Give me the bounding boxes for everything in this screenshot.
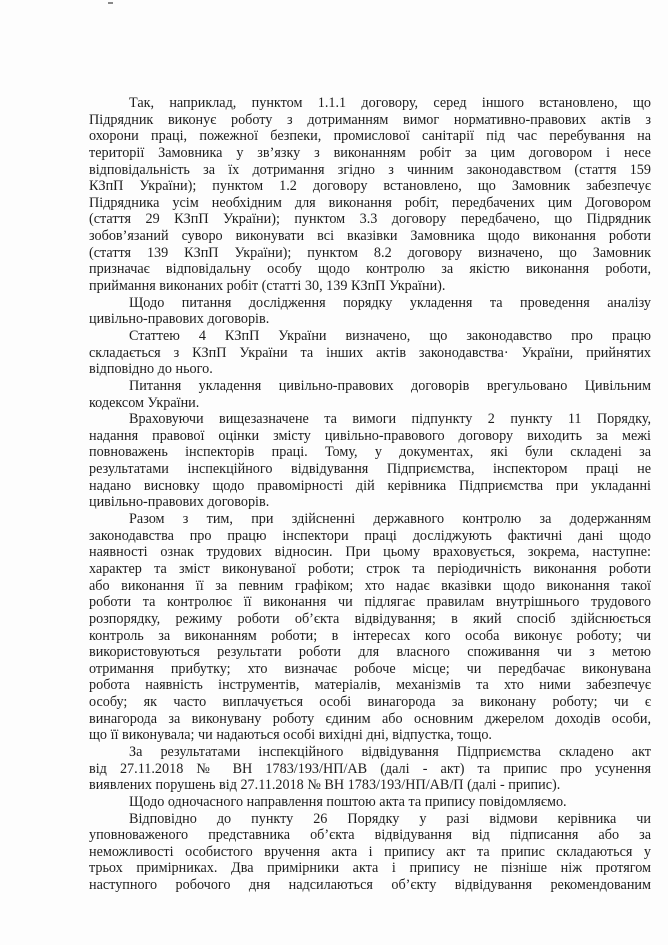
text-line: робота наявність інструментів, матеріалів, механізмів та хто ними забезпечує [89,677,651,694]
text-line: особу; як часто виплачується особі винагорода за виконану роботу; чи є [89,694,651,711]
text-line: відповідальність за їх дотримання згідно з чинним законодавством (стаття 159 [89,161,651,178]
text-line: Щодо питання дослідження порядку укладення та проведення аналізу [129,294,651,311]
text-line: трьох примірниках. Два примірники акта і припису не пізніше ніж протягом [89,860,651,877]
text-line: Підрядника усім необхідним для виконання робіт, передбачених цим Договором [89,194,651,211]
text-line: що її виконувала; чи надаються особі вихідні дні, відпустка, тощо. [89,727,492,744]
text-line: наступного робочого дня надсилаються об’єкту відвідування рекомендованим [89,877,651,894]
text-line: КЗпП України); пунктом 1.2 договору встановлено, що Замовник забезпечує [89,178,651,195]
paragraph [89,95,651,295]
text-line: використовуються результати роботи для власного споживання чи з метою [89,644,651,661]
text-line: приймання виконаних робіт (статті 30, 139 КЗпП України). [89,278,446,295]
text-line: Разом з тим, при здійсненні державного контролю за додержанням [129,511,651,528]
text-line: території Замовника у зв’язку з виконанням робіт за цим договором і несе [89,144,651,161]
paragraph [89,511,651,744]
text-line: або виконання її за певним графіком; хто надає вказівки щодо виконання такої [89,577,651,594]
text-line: Питання укладення цивільно-правових договорів врегульовано Цивільним [129,377,651,394]
text-line: винагорода за виконувану роботу єдиним або основним джерелом доходів особи, [89,710,651,727]
text-line: наявності ознак трудових відносин. При цьому враховується, зокрема, наступне: [89,544,651,561]
text-line: отримання прибутку; хто визначає робоче місце; чи передбачає виконувана [89,660,651,677]
paragraph [89,744,651,794]
scan-mark [108,2,113,4]
text-line: розпорядку, режиму роботи об’єкта відвідування; в який спосіб здійснюється [89,610,651,627]
text-line: (стаття 139 КЗпП України); пунктом 8.2 договору визначено, що Замовник [89,244,651,261]
text-line: охорони праці, пожежної безпеки, промислової санітарії під час перебування на [89,128,651,145]
text-line: цивільно-правових договорів. [89,311,270,328]
text-line: контроль за виконанням роботи; в інтересах кого особа виконує роботу; чи [89,627,651,644]
text-line: Статтею 4 КЗпП України визначено, що законодавство про працю [129,327,651,344]
text-line: роботи та контролює її виконання чи підлягає правилам внутрішнього трудового [89,594,651,611]
text-line: відповідно до нього. [89,361,213,378]
paragraph [89,328,651,378]
text-line: Підрядник виконує роботу з дотриманням вимог нормативно-правових актів з [89,111,651,128]
text-line: Враховуючи вищезазначене та вимоги підпункту 2 пункту 11 Порядку, [129,411,651,428]
text-line: (стаття 29 КЗпП України); пунктом 3.3 договору передбачено, що Підрядник [89,211,651,228]
text-line: від 27.11.2018 № ВН 1783/193/НП/АВ (далі - акт) та припис про усунення [89,760,651,777]
text-line: цивільно-правових договорів. [89,494,270,511]
text-line: характер та зміст виконуваної роботи; строк та періодичність виконання роботи [89,560,651,577]
text-line: Так, наприклад, пунктом 1.1.1 договору, серед іншого встановлено, що [129,95,651,111]
paragraph [89,295,651,328]
text-line: уповноваженого представника об’єкта відвідування від підписання або за [89,827,651,844]
paragraph [89,378,651,411]
text-line: повноважень інспекторів праці. Тому, у документах, які були складені за [89,444,651,461]
text-line: законодавства про працю інспектори праці досліджують фактичні дані щодо [89,527,651,544]
text-line: кодексом України. [89,394,200,411]
text-line: складається з КЗпП України та інших актів законодавства· України, прийнятих [89,344,651,361]
text-line: Щодо одночасного направлення поштою акта та припису повідомляємо. [129,793,567,810]
document-body [89,95,651,894]
text-line: зобов’язаний суворо виконувати всі вказівки Замовника щодо виконання роботи [89,228,651,245]
text-line: результатами інспекційного відвідування Підприємства, інспектором праці не [89,461,651,478]
text-line: надання правової оцінки змісту цивільно-правового договору виходить за межі [89,427,651,444]
text-line: Відповідно до пункту 26 Порядку у разі відмови керівника чи [129,810,651,827]
paragraph [89,411,651,511]
text-line: призначає відповідальну особу щодо контролю за якістю виконання роботи, [89,261,651,278]
paragraph [89,794,651,811]
text-line: За результатами інспекційного відвідування Підприємства складено акт [129,743,651,760]
text-line: неможливості особистого вручення акта і припису акт та припис складаються у [89,843,651,860]
text-line: виявлених порушень від 27.11.2018 № ВН 1783/193/НП/АВ/П (далі - припис). [89,777,561,794]
paragraph [89,811,651,894]
text-line: надано висновку щодо правомірності дій керівника Підприємства при укладанні [89,477,651,494]
